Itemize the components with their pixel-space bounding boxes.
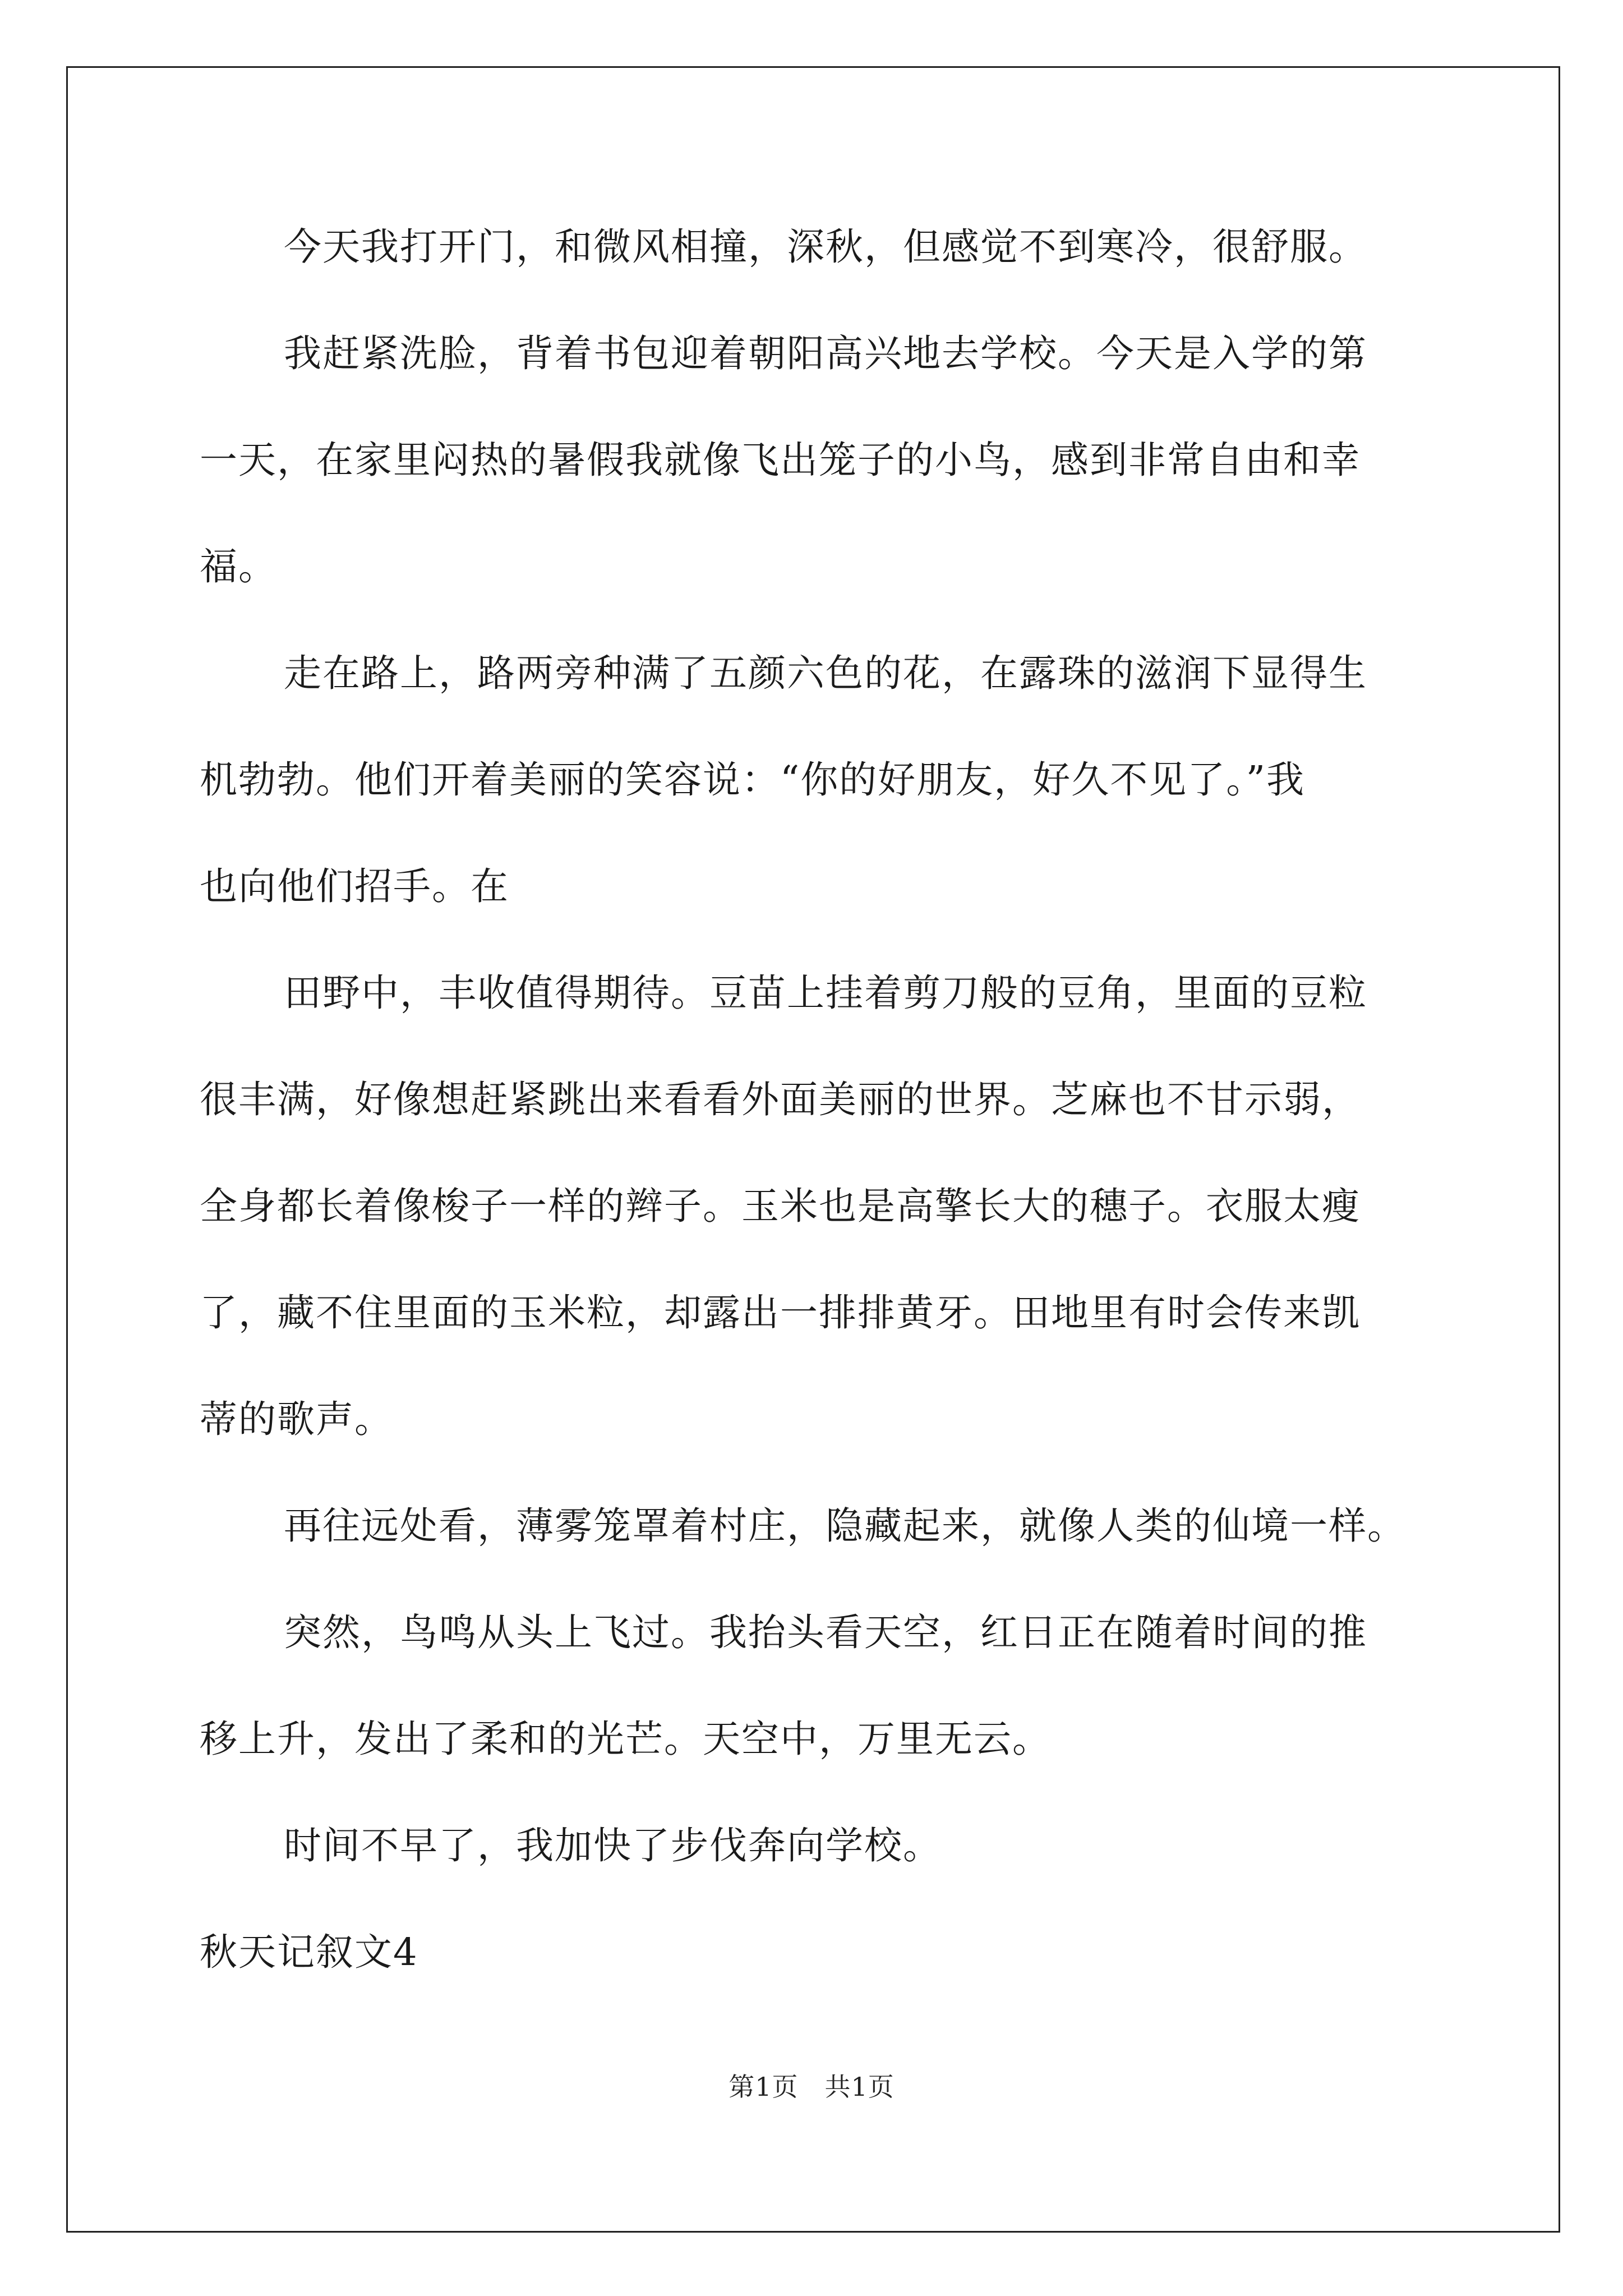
paragraph-line: 今天我打开门，和微风相撞，深秋，但感觉不到寒冷，很舒服。 (284, 225, 1367, 269)
paragraph-line: 走在路上，路两旁种满了五颜六色的花，在露珠的滋润下显得生 (284, 651, 1367, 695)
paragraph-line: 福。 (200, 545, 277, 588)
paragraph-line: 一天，在家里闷热的暑假我就像飞出笼子的小鸟，感到非常自由和幸 (200, 438, 1361, 482)
section-heading: 秋天记叙文4 (200, 1930, 418, 1974)
paragraph-line: 我赶紧洗脸，背着书包迎着朝阳高兴地去学校。今天是入学的第 (284, 332, 1367, 375)
paragraph-line: 很丰满，好像想赶紧跳出来看看外面美丽的世界。芝麻也不甘示弱， (200, 1078, 1361, 1121)
paragraph-line: 再往远处看，薄雾笼罩着村庄，隐藏起来，就像人类的仙境一样。 (284, 1504, 1406, 1548)
paragraph-line: 田野中，丰收值得期待。豆苗上挂着剪刀般的豆角，里面的豆粒 (284, 971, 1367, 1015)
paragraph-line: 也向他们招手。在 (200, 864, 509, 908)
page-number: 第1页 共1页 (728, 2072, 895, 2102)
paragraph-line: 移上升，发出了柔和的光芒。天空中，万里无云。 (200, 1717, 1051, 1761)
paragraph-line: 机勃勃。他们开着美丽的笑容说：“你的好朋友，好久不见了。”我 (200, 758, 1306, 802)
page-border (66, 66, 1560, 2233)
paragraph-line: 时间不早了，我加快了步伐奔向学校。 (284, 1824, 942, 1867)
paragraph-line: 蒂的歌声。 (200, 1397, 393, 1441)
paragraph-line: 了，藏不住里面的玉米粒，却露出一排排黄牙。田地里有时会传来凯 (200, 1291, 1361, 1335)
paragraph-line: 突然，鸟鸣从头上飞过。我抬头看天空，红日正在随着时间的推 (284, 1611, 1367, 1654)
paragraph-line: 全身都长着像梭子一样的辫子。玉米也是高擎长大的穗子。衣服太瘦 (200, 1184, 1361, 1228)
